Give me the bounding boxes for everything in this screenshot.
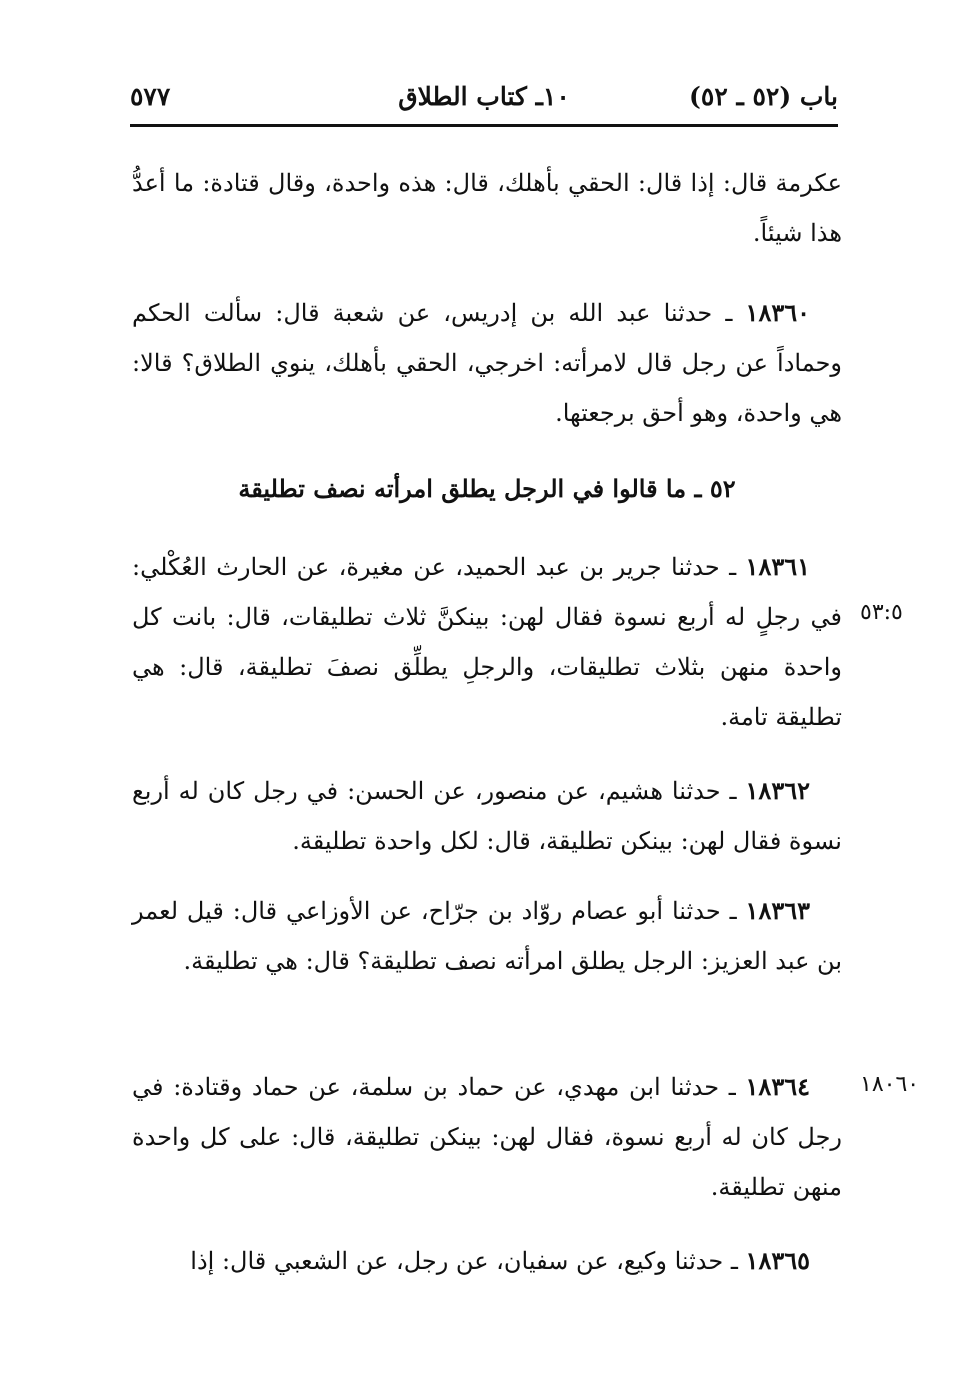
page-number: ٥٧٧ xyxy=(130,82,171,111)
hadith-18360 xyxy=(132,288,842,438)
header-rule xyxy=(130,124,838,127)
hadith-text: ـ حدثنا ابن مهدي، عن حماد بن سلمة، عن حماد وقتادة: في رجل كان له أربع نسوة، فقال لهن: بينكن تطليقة، قال: على كل واحدة منهن تطليقة. xyxy=(132,1073,842,1201)
hadith-18365 xyxy=(132,1236,842,1286)
hadith-18363 xyxy=(132,886,842,986)
hadith-number: ١٨٣٦٢ xyxy=(745,776,810,805)
hadith-number: ١٨٣٦٣ xyxy=(745,896,810,925)
hadith-text: ـ حدثنا هشيم، عن منصور، عن الحسن: في رجل كان له أربع نسوة فقال لهن: بينكن تطليقة، قال: لكل واحدة تطليقة. xyxy=(132,777,842,855)
hadith-18361 xyxy=(132,542,842,742)
hadith-number: ١٨٣٦٠ xyxy=(745,298,810,327)
hadith-18364 xyxy=(132,1062,842,1212)
paragraph-continuation xyxy=(132,158,842,258)
hadith-number: ١٨٣٦٤ xyxy=(745,1072,810,1101)
section-heading: ٥٢ ـ ما قالوا في الرجل يطلق امرأته نصف تطليقة xyxy=(238,474,736,503)
hadith-18362 xyxy=(132,766,842,866)
paragraph-text: عكرمة قال: إذا قال: الحقي بأهلك، قال: هذه واحدة، وقال قتادة: ما أعدُّ هذا شيئاً. xyxy=(132,169,842,247)
margin-note-number: ١٨٠٦٠ xyxy=(860,1072,920,1097)
margin-note-reference: ٥٣:٥ xyxy=(860,600,903,625)
chapter-range: باب (٥٢ ـ ٥٢) xyxy=(689,82,838,111)
hadith-number: ١٨٣٦١ xyxy=(745,552,810,581)
hadith-text: ـ حدثنا عبد الله بن إدريس، عن شعبة قال: سألت الحكم وحماداً عن رجل قال لامرأته: اخرجي، الحقي بأهلك، ينوي الطلاق؟ قالا: هي واحدة، وهو أحق برجعتها. xyxy=(132,299,842,427)
hadith-text: ـ حدثنا وكيع، عن سفيان، عن رجل، عن الشعبي قال: إذا xyxy=(190,1247,738,1275)
hadith-text: ـ حدثنا جرير بن عبد الحميد، عن مغيرة، عن الحارث العُكْلي: في رجلٍ له أربع نسوة فقال لهن: بينكنَّ ثلاث تطليقات، قال: بانت كل واحدة منهن بثلاث تطليقات، والرجلِ يطلِّق نصفَ تطليقة، قال: هي تطليقة تامة. xyxy=(132,553,842,731)
hadith-text: ـ حدثنا أبو عصام روّاد بن جرّاح، عن الأوزاعي قال: قيل لعمر بن عبد العزيز: الرجل يطلق امرأته نصف تطليقة؟ قال: هي تطليقة. xyxy=(132,897,842,975)
book-title: ١٠ـ كتاب الطلاق xyxy=(398,82,570,111)
page-header xyxy=(130,78,838,122)
hadith-number: ١٨٣٦٥ xyxy=(745,1246,810,1275)
